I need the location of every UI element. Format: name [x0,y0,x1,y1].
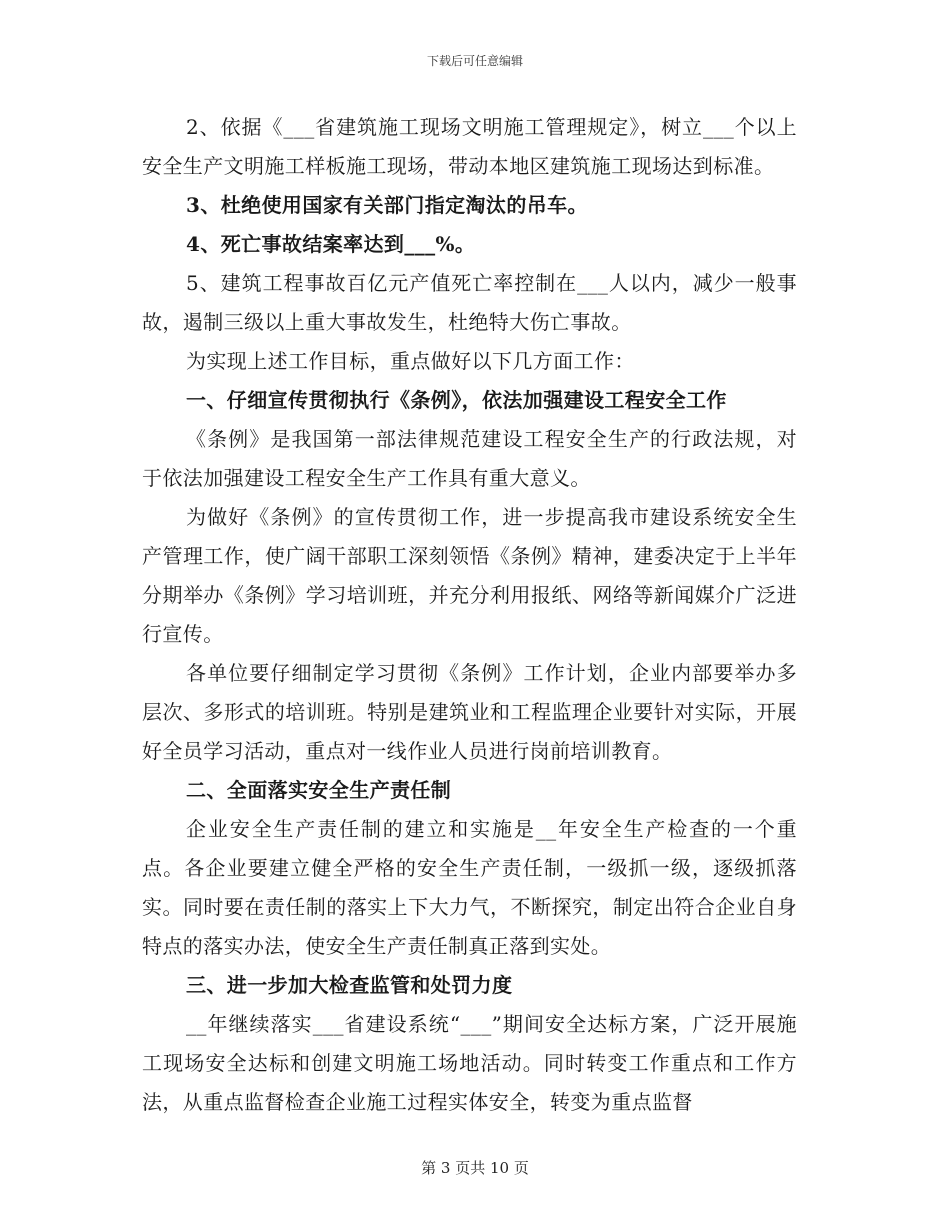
paragraph-intro: 为实现上述工作目标，重点做好以下几方面工作： [186,349,635,373]
paragraph-goal-3: 3、杜绝使用国家有关部门指定淘汰的吊车。 [186,193,588,217]
section-heading-1: 一、仔细宣传贯彻执行《条例》，依法加强建设工程安全工作 [186,388,727,412]
page-number: 第 3 页共 10 页 [421,1159,529,1177]
paragraph-goal-4: 4、死亡事故结案率达到___%。 [186,232,476,256]
section-heading-3: 三、进一步加大检查监管和处罚力度 [186,973,513,997]
paragraph-goal-2: 2、依据《___省建筑施工现场文明施工管理规定》，树立___个以上安全生产文明施工样板施工现场，带动本地区建筑施工现场达到标准。 [142,115,797,178]
document-body [142,108,797,1122]
download-note: 下载后可任意编辑 [426,54,523,68]
paragraph-section3: __年继续落实___省建设系统“___”期间安全达标方案，广泛开展施工现场安全达标和创建文明施工场地活动。同时转变工作重点和工作方法，从重点监督检查企业施工过程实体安全，转变为重点监督 [142,1012,797,1114]
paragraph-goal-5: 5、建筑工程事故百亿元产值死亡率控制在___人以内，减少一般事故，遏制三级以上重大事故发生，杜绝特大伤亡事故。 [142,271,797,334]
paragraph-section2: 企业安全生产责任制的建立和实施是__年安全生产检查的一个重点。各企业要建立健全严格的安全生产责任制，一级抓一级，逐级抓落实。同时要在责任制的落实上下大力气，不断探究，制定出符合企业自身特点的落实办法，使安全生产责任制真正落到实处。 [142,817,797,958]
section-heading-2: 二、全面落实安全生产责任制 [186,778,452,802]
paragraph-section1-b: 为做好《条例》的宣传贯彻工作，进一步提高我市建设系统安全生产管理工作，使广阔干部职工深刻领悟《条例》精神，建委决定于上半年分期举办《条例》学习培训班，并充分利用报纸、网络等新闻媒介广泛进行宣传。 [142,505,797,646]
paragraph-section1-a: 《条例》是我国第一部法律规范建设工程安全生产的行政法规，对于依法加强建设工程安全生产工作具有重大意义。 [142,427,797,490]
paragraph-section1-c: 各单位要仔细制定学习贯彻《条例》工作计划，企业内部要举办多层次、多形式的培训班。特别是建筑业和工程监理企业要针对实际，开展好全员学习活动，重点对一线作业人员进行岗前培训教育。 [142,661,797,763]
